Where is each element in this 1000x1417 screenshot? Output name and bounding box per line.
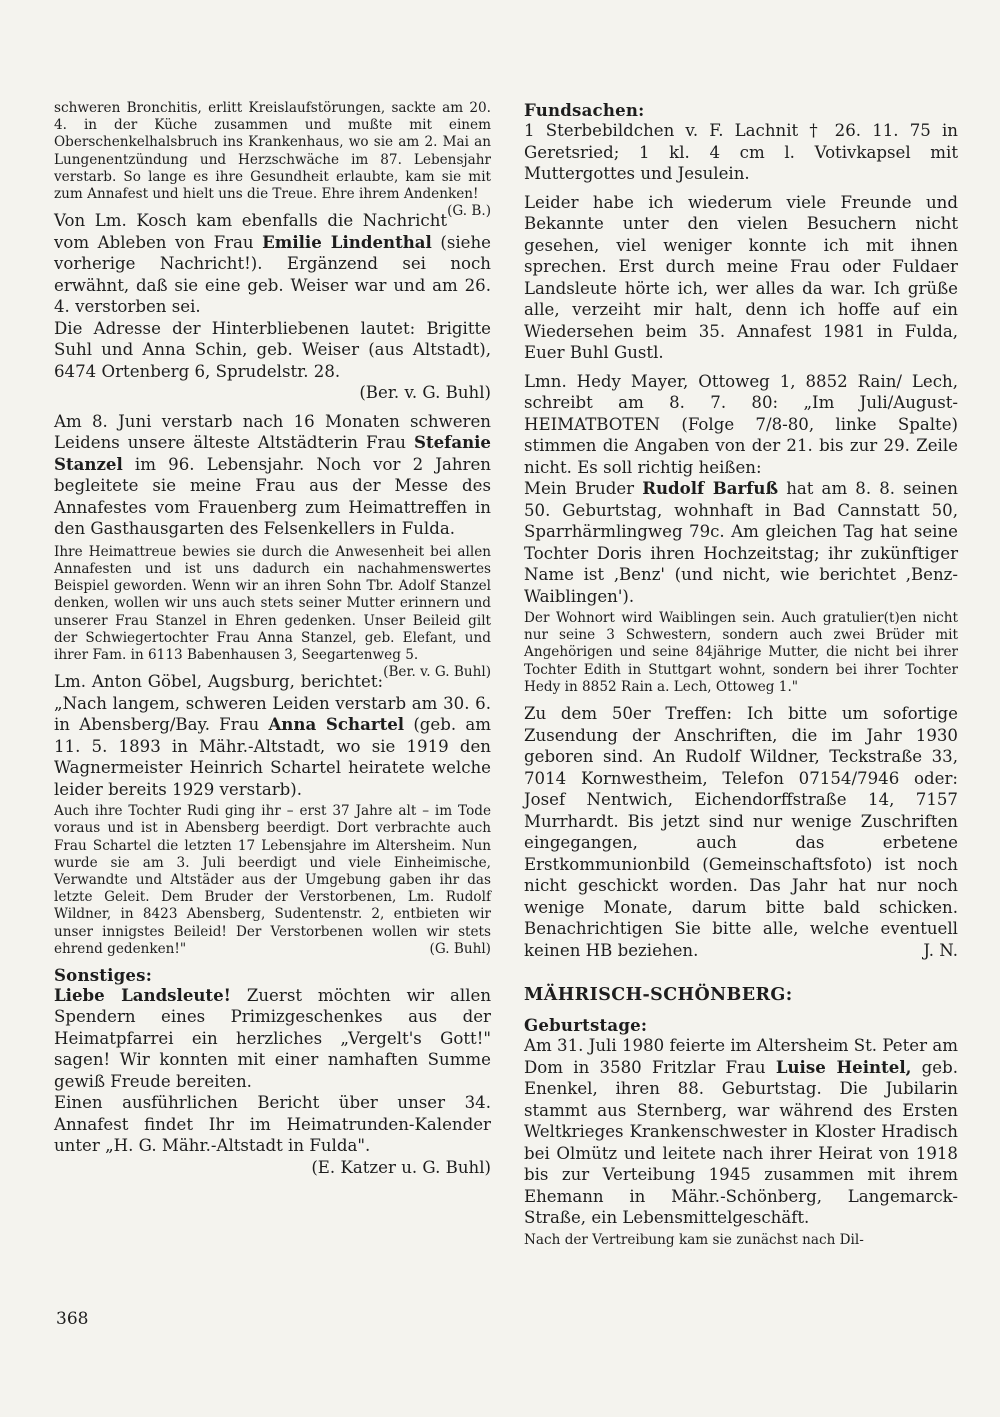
person-name: Stefanie Stanzel [54, 432, 491, 474]
left-column [54, 100, 491, 1178]
heading-geburtstage: Geburtstage: [524, 1015, 648, 1036]
birthday-heintel: Am 31. Juli 1980 feierte im Altersheim St. Peter am Dom in 3580 Fritzlar Frau Luise Heintel, geb. Enenkel, ihren 88. Geburtstag. Die Jubilarin stammt aus Sternberg, war während des Ersten Weltkrieges Krankenschwester in Kloster Hradisch bei Olmütz und leitete nach ihrer Heirat von 1918 bis zur Verteibung 1945 zusammen mit ihrem Ehemann in Mähr.-Schönberg, Langemarck-Straße, ein Lebensmittelgeschäft. [524, 1036, 958, 1228]
found-items: 1 Sterbebildchen v. F. Lachnit † 26. 11. 75 in Geretsried; 1 kl. 4 cm l. Votivkapsel mit Muttergottes und Jesulein. [524, 121, 958, 183]
signature: (Ber. v. G. Buhl) [359, 383, 491, 403]
schartel-tribute: Auch ihre Tochter Rudi ging ihr – erst 37 Jahre alt – im Tode voraus und ist in Abensberg beerdigt. Dort verbrachte auch Frau Schartel die letzten 17 Lebensjahre im Altersheim. Nun wurde sie am 3. Juli beerdigt und viele Einheimische, Verwandte und Altstäder aus der Umgebung gaben ihr das letzte Geleit. Dem Bruder der Verstorbenen, Lm. Rudolf Wildner, in 8423 Abensberg, Sudentenstr. 2, entbieten wir unser innigstes Beileid! Der Verstorbenen wollen wir stets ehrend gedenken!" (G. Buhl) [54, 803, 491, 957]
birthday-continued: Nach der Vertreibung kam sie zunächst nach Dil- [524, 1231, 864, 1248]
correction-letter: Lmn. Hedy Mayer, Ottoweg 1, 8852 Rain/ Lech, schreibt am 8. 7. 80: „Im Juli/August-HEIMATBOTEN (Folge 7/8-80, linke Spalte) stimmen die Angaben von der 21. bis zur 29. Zeile nicht. Es soll richtig heißen: [524, 371, 958, 477]
person-name: Luise Heintel, [775, 1056, 912, 1077]
notice-schartel: Lm. Anton Göbel, Augsburg, berichtet: „Nach langem, schweren Leiden verstarb am 30. 6. in Abensberg/Bay. Frau Anna Schartel (geb. am 11. 5. 1893 in Mähr.-Altstadt, wo sie 1919 den Wagnermeister Heinrich Schartel heiratete welche leider bereits 1929 verstarb). [54, 672, 491, 799]
person-name: Emilie Lindenthal [262, 231, 432, 252]
person-name: Rudolf Barfuß [642, 478, 779, 498]
notice-lindenthal: Von Lm. Kosch kam ebenfalls die Nachricht vom Ableben von Frau Emilie Lindenthal (siehe vorherige Nachricht!). Ergänzend sei noch erwähnt, daß sie eine geb. Weiser war und am 26. 4. verstorben sei. [54, 211, 492, 317]
signature: (E. Katzer u. G. Buhl) [311, 1157, 491, 1177]
heading-fundsachen: Fundsachen: [524, 100, 645, 120]
correction-continued: Der Wohnort wird Waiblingen sein. Auch gratulier(t)en nicht nur seine 3 Schwestern, sondern auch zwei Brüder mit Angehörigen und seine 84jährige Mutter, die nicht bei ihrer Tochter Edith in Stuttgart wohnt, sondern bei ihrer Tochter Hedy in 8852 Rain a. Lech, Ottoweg 1." [524, 610, 958, 695]
stanzel-tribute: Ihre Heimattreue bewies sie durch die Anwesenheit bei allen Annafesten und ist uns dadurch ein nachahmenswertes Beispiel geworden. Wenn wir an ihren Sohn Tbr. Adolf Stanzel denken, wollen wir uns auch stets seiner Mutter erinnern und unserer Frau Stanzel in Ehren gedenken. Unser Beileid gilt der Schwiegertochter Frau Anna Stanzel, geb. Elefant, und ihrer Fam. in 6113 Babenhausen 3, Seegartenweg 5. (Ber. v. G. Buhl) [54, 543, 491, 681]
signature: (G. Buhl) [429, 940, 491, 957]
obituary-continuation: schweren Bronchitis, erlitt Kreislaufstörungen, sackte am 20. 4. in der Küche zusammen und mußte mit einem Oberschenkelhalsbruch ins Krankenhaus, wo sie am 2. Mai an Lungenentzündung und Herzschwäche im 87. Lebensjahr verstarb. So lange es ihre Gesundheit erlaubte, kam sie mit zum Annafest und hielt uns die Treue. Ehre ihrem Andenken! (G. B.) [54, 100, 491, 220]
signature: (Ber. v. G. Buhl) [383, 664, 491, 681]
heading-sonstiges: Sonstiges: [54, 964, 153, 985]
signature: J. N. [923, 940, 958, 960]
reunion-notice: Zu dem 50er Treffen: Ich bitte um sofortige Zusendung der Anschriften, die im Jahr 1930 geboren sind. An Rudolf Wildner, Teckstraße 33, 7014 Kornwestheim, Telefon 07154/7946 oder: Josef Nentwich, Eichendorffstraße 14, 7157 Murrhardt. Bis jetzt sind nur wenige Zuschriften eingegangen, auch das erbetene Erstkommunionbild (Gemeinschaftsfoto) ist noch nicht geschickt worden. Das Jahr hat nur noch wenige Monate, darum bitte bald schicken. Benachrichtigen Sie bitte alle, welche eventuell keinen HB beziehen. J. N. [524, 704, 958, 960]
annafest-report: Einen ausführlichen Bericht über unser 34. Annafest findet Ihr im Heimatrunden-Kalender unter „H. G. Mähr.-Altstadt in Fulda". (E. Katzer u. G. Buhl) [54, 1093, 491, 1177]
thanks-paragraph: Liebe Landsleute! Zuerst möchten wir allen Spendern eines Primizgeschenkes aus der Heimatpfarrei ein herzliches „Vergelt's Gott!" sagen! Wir konnten mit einer namhaften Summe gewiß Freude bereiten. [54, 984, 492, 1091]
salutation: Liebe Landsleute! [54, 984, 231, 1005]
person-name: Anna Schartel [268, 714, 405, 735]
correction-text: Mein Bruder Rudolf Barfuß hat am 8. 8. seinen 50. Geburtstag, wohnhaft in Bad Cannstatt 50, Sparrhärmlingweg 79c. Am gleichen Tag hat seine Tochter Doris ihren Hochzeitstag; ihr zukünftiger Name ist ‚Benz' (und nicht, wie berichtet ‚Benz-Waiblingen'). [524, 478, 958, 606]
bereaved-address: Die Adresse der Hinterbliebenen lautet: Brigitte Suhl und Anna Schin, geb. Weiser (aus Altstadt), 6474 Ortenberg 6, Sprudelstr. 28. (Ber. v. G. Buhl) [54, 318, 491, 403]
right-column [524, 100, 958, 1249]
page-number: 368 [56, 1309, 89, 1329]
signature: (G. B.) [447, 203, 491, 220]
section-title: MÄHRISCH-SCHÖNBERG: [524, 985, 793, 1006]
greeting-paragraph: Leider habe ich wiederum viele Freunde und Bekannte unter den vielen Besuchern nicht gesehen, viel weniger konnte ich mit ihnen sprechen. Erst durch meine Frau oder Fuldaer Landsleute hörte ich, wer alles da war. Ich grüße alle, verzeiht mir halt, denn ich hoffe auf ein Wiedersehen beim 35. Annafest 1981 in Fulda, Euer Buhl Gustl. [524, 192, 958, 362]
notice-stanzel: Am 8. Juni verstarb nach 16 Monaten schweren Leidens unsere älteste Altstädterin Frau Stefanie Stanzel im 96. Lebensjahr. Noch vor 2 Jahren begleitete sie meine Frau aus der Messe des Annafestes vom Frauenberg zum Heimattreffen in den Gasthausgarten des Felsenkellers in Fulda. [54, 411, 491, 539]
